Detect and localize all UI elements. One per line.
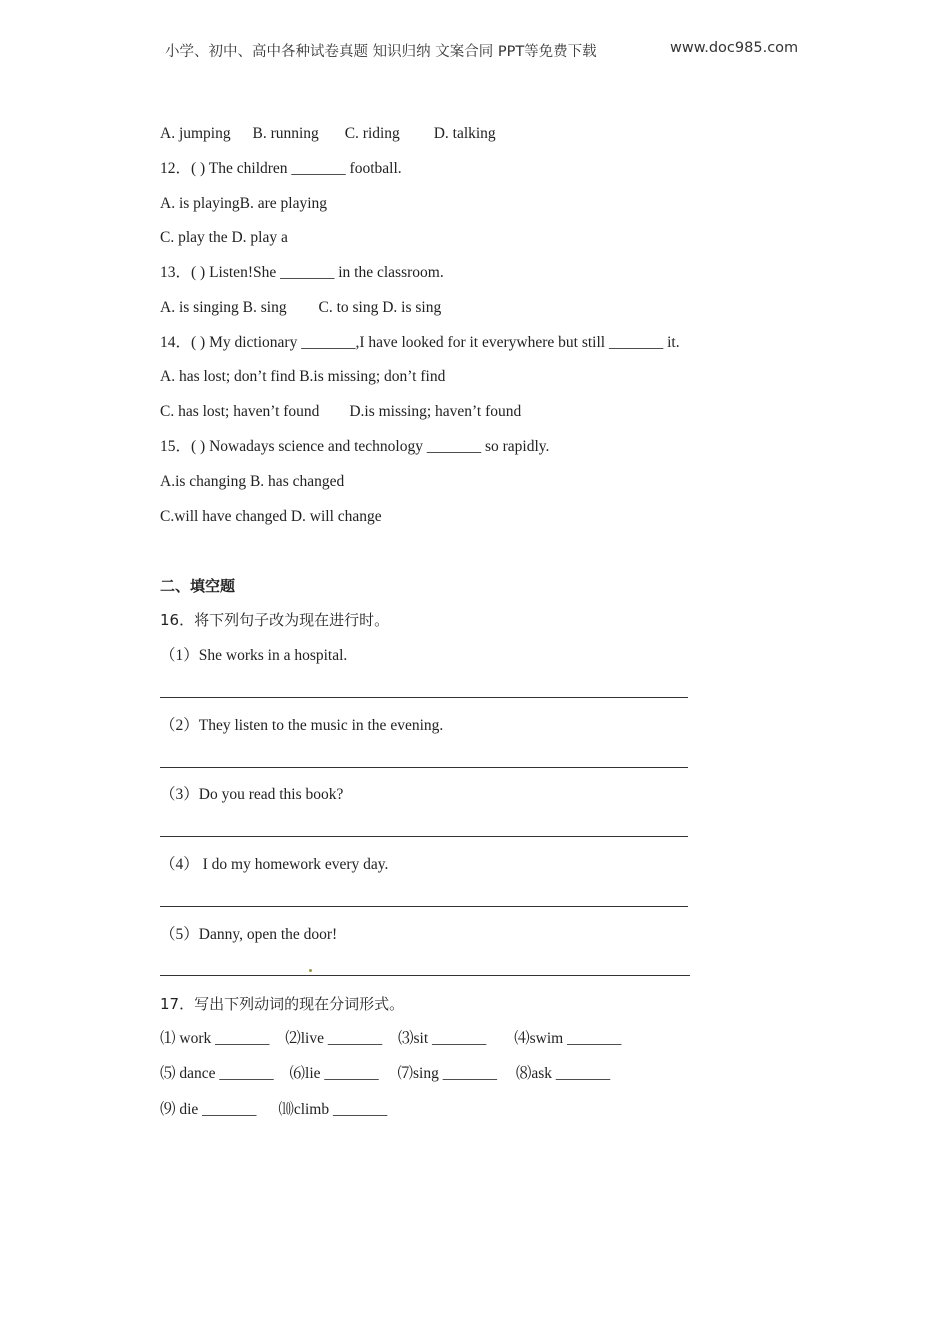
answer-line-4[interactable] xyxy=(160,906,688,907)
answer-line-2[interactable] xyxy=(160,767,688,768)
q14-stem: 14．( ) My dictionary _______,I have looked for it everywhere but still _______ it. xyxy=(160,334,680,351)
q13-options-ab: A. is singing B. sing xyxy=(160,299,287,316)
q13-stem: 13．( ) Listen!She _______ in the classroom. xyxy=(160,264,444,281)
header-title: 小学、初中、高中各种试卷真题 知识归纳 文案合同 PPT等免费下载 xyxy=(165,44,597,60)
answer-line-3[interactable] xyxy=(160,836,688,837)
q15-options-cd: C.will have changed D. will change xyxy=(160,508,382,525)
q11-option-b: B. running xyxy=(252,125,319,142)
stray-mark xyxy=(309,969,312,972)
q17-item-1: ⑴ work _______ xyxy=(160,1030,270,1047)
q14-options-cd xyxy=(160,402,521,422)
q16-item-2: （2）They listen to the music in the evening. xyxy=(160,717,444,734)
q16-item-5: （5）Danny, open the door! xyxy=(160,926,338,943)
q12-stem: 12．( ) The children _______ football. xyxy=(160,160,402,177)
q12-options-ab: A. is playingB. are playing xyxy=(160,195,328,212)
q17-item-5: ⑸ dance _______ xyxy=(160,1065,274,1082)
q15-options-ab: A.is changing B. has changed xyxy=(160,473,345,490)
q13-options-cd: C. to sing D. is sing xyxy=(318,299,442,316)
q17-row-3 xyxy=(160,1100,387,1120)
q17-item-10: ⑽climb _______ xyxy=(278,1101,388,1118)
q17-item-9: ⑼ die _______ xyxy=(160,1101,257,1118)
q17-row-1 xyxy=(160,1029,621,1049)
q17-item-4: ⑷swim _______ xyxy=(514,1030,622,1047)
q14-option-d: D.is missing; haven’t found xyxy=(349,403,522,420)
q14-option-c: C. has lost; haven’t found xyxy=(160,403,320,420)
q11-option-d: D. talking xyxy=(433,125,496,142)
q16-stem: 16．将下列句子改为现在进行时。 xyxy=(160,611,390,629)
section-heading: 二、填空题 xyxy=(160,577,236,595)
answer-line-5[interactable] xyxy=(160,975,690,976)
q17-item-6: ⑹lie _______ xyxy=(289,1065,379,1082)
q16-item-3: （3）Do you read this book? xyxy=(160,786,344,803)
q17-item-3: ⑶sit _______ xyxy=(397,1030,487,1047)
q13-options xyxy=(160,298,441,318)
q11-options xyxy=(160,124,496,144)
q16-item-1: （1）She works in a hospital. xyxy=(160,647,348,664)
q17-item-2: ⑵live _______ xyxy=(285,1030,383,1047)
q11-option-c: C. riding xyxy=(344,125,400,142)
q15-stem: 15．( ) Nowadays science and technology _______ so rapidly. xyxy=(160,438,550,455)
q17-item-8: ⑻ask _______ xyxy=(515,1065,611,1082)
q17-row-2 xyxy=(160,1064,610,1084)
q17-stem: 17．写出下列动词的现在分词形式。 xyxy=(160,995,405,1013)
q14-options-ab: A. has lost; don’t find B.is missing; don’t find xyxy=(160,368,446,385)
q11-option-a: A. jumping xyxy=(160,125,231,142)
q16-item-4: （4） I do my homework every day. xyxy=(160,856,389,873)
q12-options-cd: C. play the D. play a xyxy=(160,229,288,246)
q17-item-7: ⑺sing _______ xyxy=(397,1065,497,1082)
header-url: www.doc985.com xyxy=(670,40,799,56)
answer-line-1[interactable] xyxy=(160,697,688,698)
